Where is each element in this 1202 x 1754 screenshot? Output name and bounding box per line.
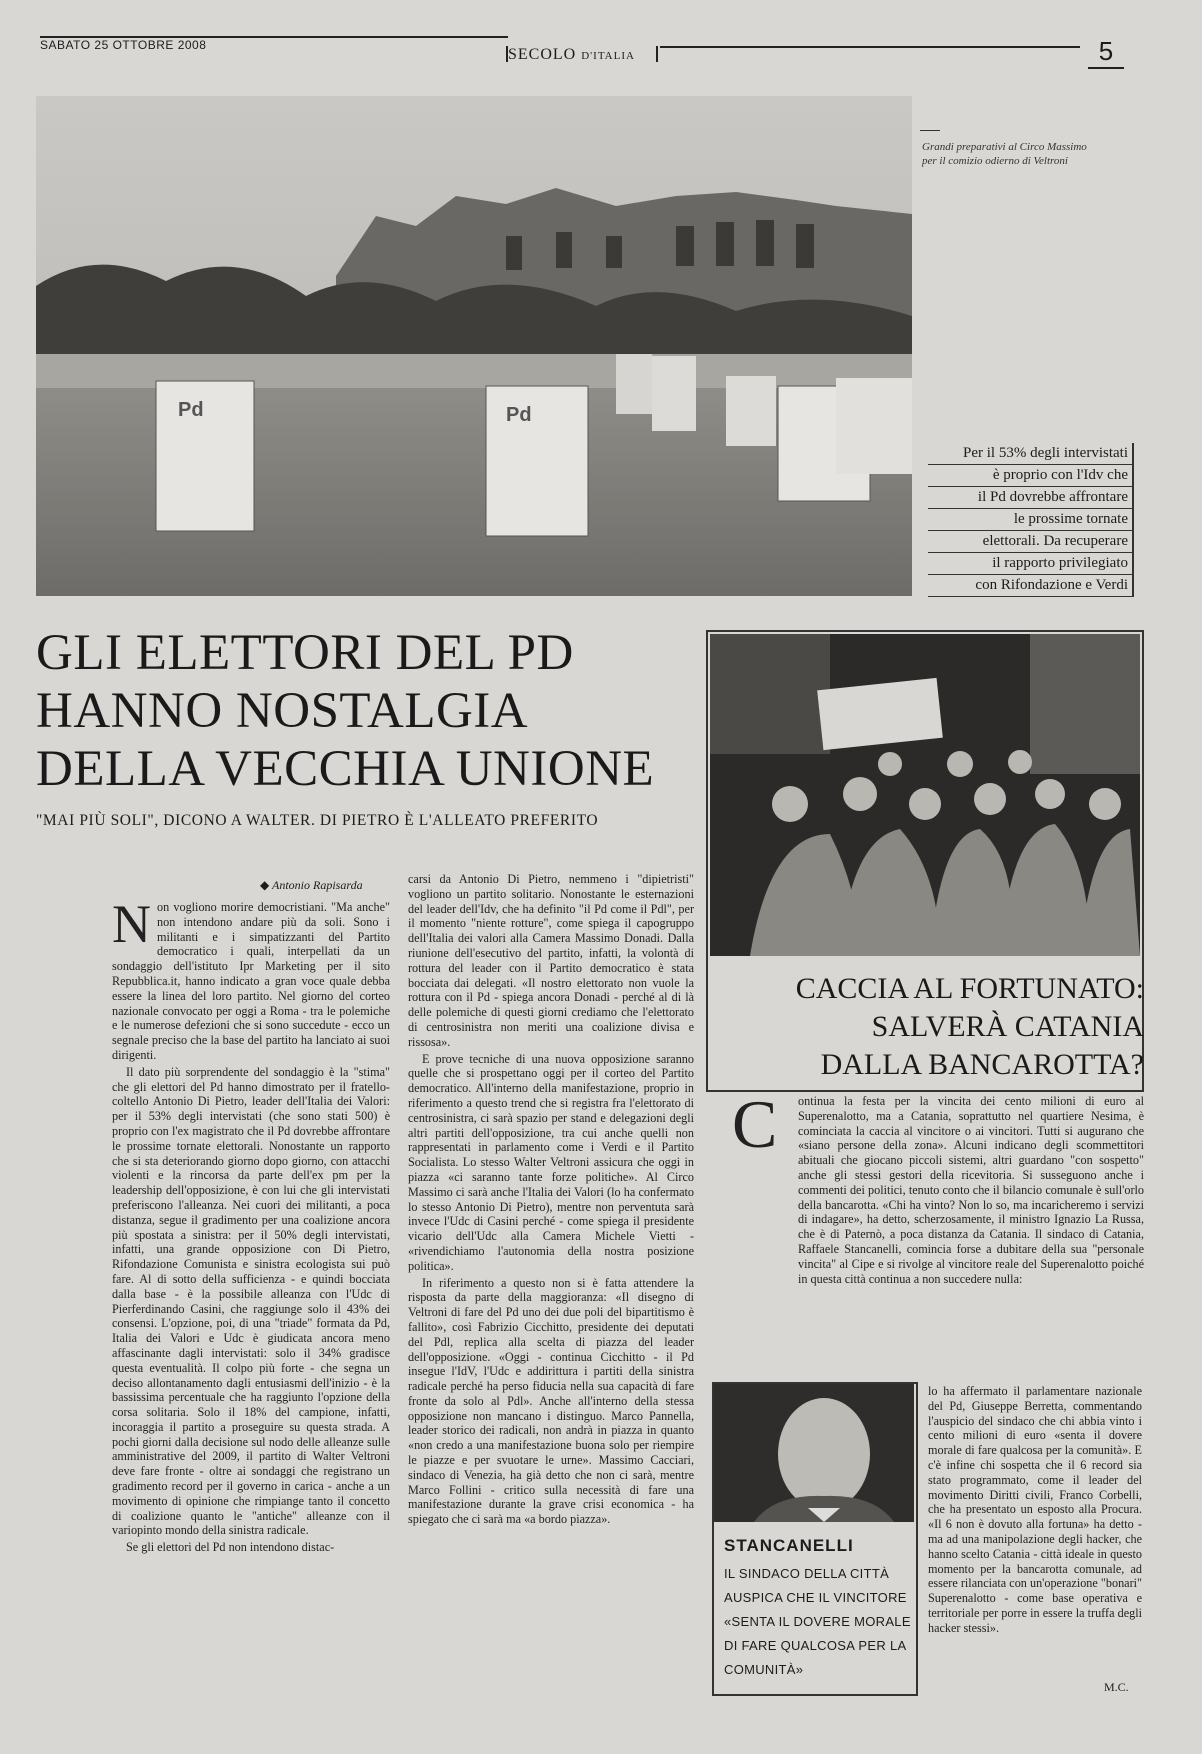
catania-crowd-illustration: [710, 634, 1140, 956]
sidebar-signature: M.C.: [1104, 1680, 1129, 1694]
sidebar-headline: [712, 970, 1144, 1084]
article-paragraph: on vogliono morire democristiani. "Ma anche" non intendono andare più da soli. Sono i militanti e i simpatizzanti del Partito democratico i quali, interpellati da un sondaggio dell'istituto Ipr Marketing per il sito Repubblica.it, hanno indicato a gran voce quale debba essere la linea del loro partito. Nel giorno del corteo nazionale convocato per oggi a Roma - tra le polemiche e le numerose defezioni che si sono succedute - ecco un segnale preciso che la base del partito ha lanciato ai suoi dirigenti.: [112, 900, 390, 1062]
drop-cap: N: [112, 894, 151, 954]
circo-massimo-photo: [36, 96, 912, 596]
circo-massimo-illustration: [36, 96, 912, 596]
newspaper-title: [508, 46, 635, 64]
article-paragraph: In riferimento a questo non si è fatta attendere la risposta da parte della maggioranza: «Il disegno di Veltroni di fare del Pd uno dei due poli del bipartitismo è fallito», così Fabrizio Cicchitto, presidente dei deputati del Pdl, replica alla scelta di piazza del leader dell'opposizione. «Oggi - continua Cicchitto - il Pd insegue l'IdV, l'Udc e addirittura i partiti della sinistra radicale perché ha perso fiducia nella sua capacità di fare fronte da solo al Pdl». Anche all'interno della stessa opposizione non mancano i distinguo. Marco Pannella, leader storico dei radicali, non andrà in piazza in quanto «non credo a una manifestazione buona solo per riempire le piazze e per svuotare le urne». Massimo Cacciari, sindaco di Venezia, ha già detto che non ci sarà, mentre Marco Follini - critico sulla necessità di fare una manifestazione durante la grave crisi economica - ha spiegato che ci sarà ma «a bordo piazza».: [408, 1275, 694, 1527]
issue-date: SABATO 25 OTTOBRE 2008: [40, 38, 207, 52]
byline-author: Antonio Rapisarda: [272, 878, 363, 892]
sidebar-headline-line-1: CACCIA AL FORTUNATO:: [795, 972, 1144, 1005]
article-column-2: [408, 872, 694, 1702]
kiosk-sign-2: Pd: [506, 404, 532, 426]
sidebar-body-wide-block: [732, 1086, 1144, 1390]
article-paragraph: Il dato più sorprendente del sondaggio è la "stima" che gli elettori del Pd hanno dimostrato per il fratello-coltello Antonio Di Pietro, leader dell'Italia dei Valori: per il 53% degli intervistati (che sono stati 500) è proprio con l'ex magistrato che il Pd dovrebbe affrontare le prossime tornate elettorali. Nonostante un rapporto che si sta deteriorando giorno dopo giorno, con attacchi violenti e la rincorsa da parte dell'ex pm per la leadership dell'opposizione, è con lui che gli intervistati preferiscono l'alleanza. Nei cuori dei militanti, a poca distanza, segue il gradimento per una coalizione ancora più spostata a sinistra: per il 50% degli intervistati, infatti, una grande opposizione con Di Pietro, Rifondazione Comunista e sinistra ecologista sui può fare. Al di sotto della sufficienza - e quindi bocciata dalla base - è la possibile alleanza con l'Udc di Pierferdinando Casini, che raggiunge solo il 43% dei consensi. L'opzione, poi, di una "triade" formata da Pd, Italia dei Valori e Udc è giudicata ancora meno affascinante dagli intervistati: solo il 34% gradisce questa eventualità. Il colpo più forte - che segna un deciso allontanamento dagli entusiasmi dell'inizio - è la bassissima percentuale che ha raggiunto l'opzione della corsa solitaria. Solo il 18% del campione, infatti, incoraggia il partito a proseguire su questa strada. A pochi giorni dalla decisione sul nodo delle alleanze sulle amministrative del 2009, il partito di Walter Veltroni deve fare fronte - oltre ai sondaggi che registrano un gradimento record per il governo in carica - anche a un movimento di opinione che rimpiange tanto il concetto di coalizione quanto le "antiche" alleanze con il variopinto mondo della sinistra radicale.: [112, 1064, 390, 1538]
article-paragraph: carsi da Antonio Di Pietro, nemmeno i "dipietristi" vogliono un partito solitario. Nonostante le esternazioni del leader dell'Idv, che ha definito "il Pd come il Pdl", per il momento "niente rotture", come spiega il capogruppo dell'Italia dei valori alla Camera Massimo Donadi. Dalla riunione dell'esecutivo del partito, infatti, la volontà di rottura del leader con il Partito democratico è stata bocciata dai delegati. «Il nostro elettorato non vuole la rottura con il Pd - spiega ancora Donadi - perché al di là delle polemiche di questi giorni crediamo che l'elettorato di centrosinistra non meriti una coalizione divisa e rissosa».: [408, 872, 694, 1049]
article-headline: [36, 624, 696, 798]
pull-quote-line: il rapporto privilegiato: [928, 553, 1134, 575]
kiosk-sign-1: Pd: [178, 399, 204, 421]
sidebar-headline-line-2: SALVERÀ CATANIA: [871, 1010, 1144, 1043]
sidebar-drop-cap: C: [732, 1086, 778, 1162]
pull-quote-line: le prossime tornate: [928, 509, 1134, 531]
stancanelli-portrait: [714, 1384, 914, 1522]
catania-crowd-photo: [710, 634, 1140, 956]
newspaper-title-main: SECOLO: [508, 46, 577, 63]
article-paragraph: E prove tecniche di una nuova opposizione saranno quelle che si prospettano oggi per il corteo del Partito democratico. All'interno della manifestazione, proprio in riferimento a questo trend che si registra fra l'elettorato di centrosinistra, ci sarà spazio per stand e delegazioni degli altri partiti dell'opposizione, tra cui anche quelli non rappresentati in parlamento come i Verdi e il Partito Socialista. Lo stesso Walter Veltroni assicura che oggi in piazza «ci saranno tante forze politiche». Al Circo Massimo ci sarà anche l'Italia dei Valori (lo ha confermato lo stesso Antonio Di Pietro), mentre non perventuta sarà invece l'Udc di Casini perché - come spiega il presidente vicario dell'Udc alla Camera Michele Vietti - «rivendichiamo l'autonomia della nostra posizione politica».: [408, 1051, 694, 1273]
sidebar-headline-line-3: DALLA BANCAROTTA?: [820, 1048, 1144, 1081]
article-column-1: [112, 894, 390, 1700]
pull-quote-line: il Pd dovrebbe affrontare: [928, 487, 1134, 509]
portrait-illustration: [714, 1384, 914, 1522]
article-subheadline: "MAI PIÙ SOLI", DICONO A WALTER. DI PIETRO È L'ALLEATO PREFERITO: [36, 812, 599, 829]
portrait-name: STANCANELLI: [724, 1536, 854, 1555]
headline-line-2: HANNO NOSTALGIA: [36, 683, 529, 739]
headline-line-3: DELLA VECCHIA UNIONE: [36, 741, 655, 797]
article-paragraph: Se gli elettori del Pd non intendono distac-: [126, 1540, 335, 1555]
byline: ◆ Antonio Rapisarda: [260, 878, 363, 892]
newspaper-title-small: D'ITALIA: [581, 50, 635, 62]
pull-quote-line: è proprio con l'Idv che: [928, 465, 1134, 487]
page-number: 5: [1088, 36, 1124, 69]
portrait-caption: IL SINDACO DELLA CITTÀ AUSPICA CHE IL VINCITORE «SENTA IL DOVERE MORALE DI FARE QUALCOSA PER LA COMUNITÀ»: [724, 1566, 911, 1677]
pull-quote-line: Per il 53% degli intervistati: [928, 443, 1134, 465]
sidebar-body-narrow-text: lo ha affermato il parlamentare nazionale del Pd, Giuseppe Berretta, commentando l'auspicio del sindaco che chi abbia vinto i cento milioni di euro «senta il dovere morale di fare qualcosa per la comunità». E c'è infine chi sospetta che il 6 record sia stato programmato, come il leader del movimento Diritti civili, Franco Corbelli, che ha presentato un esposto alla Procura. «Il 6 non è dovuto alla fortuna» ha detto - ma ad una manipolazione degli hacker, che hanno scelto Catania - città ideale in questo momento per la bancarotta comunale, ad essere rilanciata con un'operazione "bonari" Superenalotto - come base operativa e territoriale per porre in essere la truffa degli hacker stessi».: [928, 1384, 1142, 1635]
photo-caption: Grandi preparativi al Circo Massimo per il comizio odierno di Veltroni: [922, 141, 1087, 167]
sidebar-body-wide: ontinua la festa per la vincita dei cento milioni di euro al Superenalotto, ma a Catania, soprattutto nel quartiere Nesima, è cominciata la caccia al vincitore o ai vincitori. Tutti si augurano che «siano persone della zona». Alcuni indicano degli scommettitori abituali che giocano piccoli sistemi, altri guardano "con sospetto" anche gli stessi gestori della ricevitoria. Si susseguono anche i commenti dei politici, tenuto conto che il bilancio comunale è sull'orlo della bancarotta. «Chi ha vinto? Non lo so, ma incaricheremo i servizi di indagare», ha detto, scherzosamente, il ministro Ignazio La Russa, che è di Paternò, a poca distanza da Catania. Il sindaco di Catania, Raffaele Stancanelli, comincia forse a dubitare della sua "personale vincita" al Cipe e si rivolge al vincitore reale del Superenalotto poiché in questa città continua a non succedere nulla:: [798, 1094, 1144, 1286]
headline-line-1: GLI ELETTORI DEL PD: [36, 625, 574, 681]
pull-quote-line: con Rifondazione e Verdi: [928, 575, 1134, 597]
sidebar-body-narrow: [928, 1384, 1142, 1680]
pull-quote-line: elettorali. Da recuperare: [928, 531, 1134, 553]
pull-quote: [928, 443, 1134, 597]
